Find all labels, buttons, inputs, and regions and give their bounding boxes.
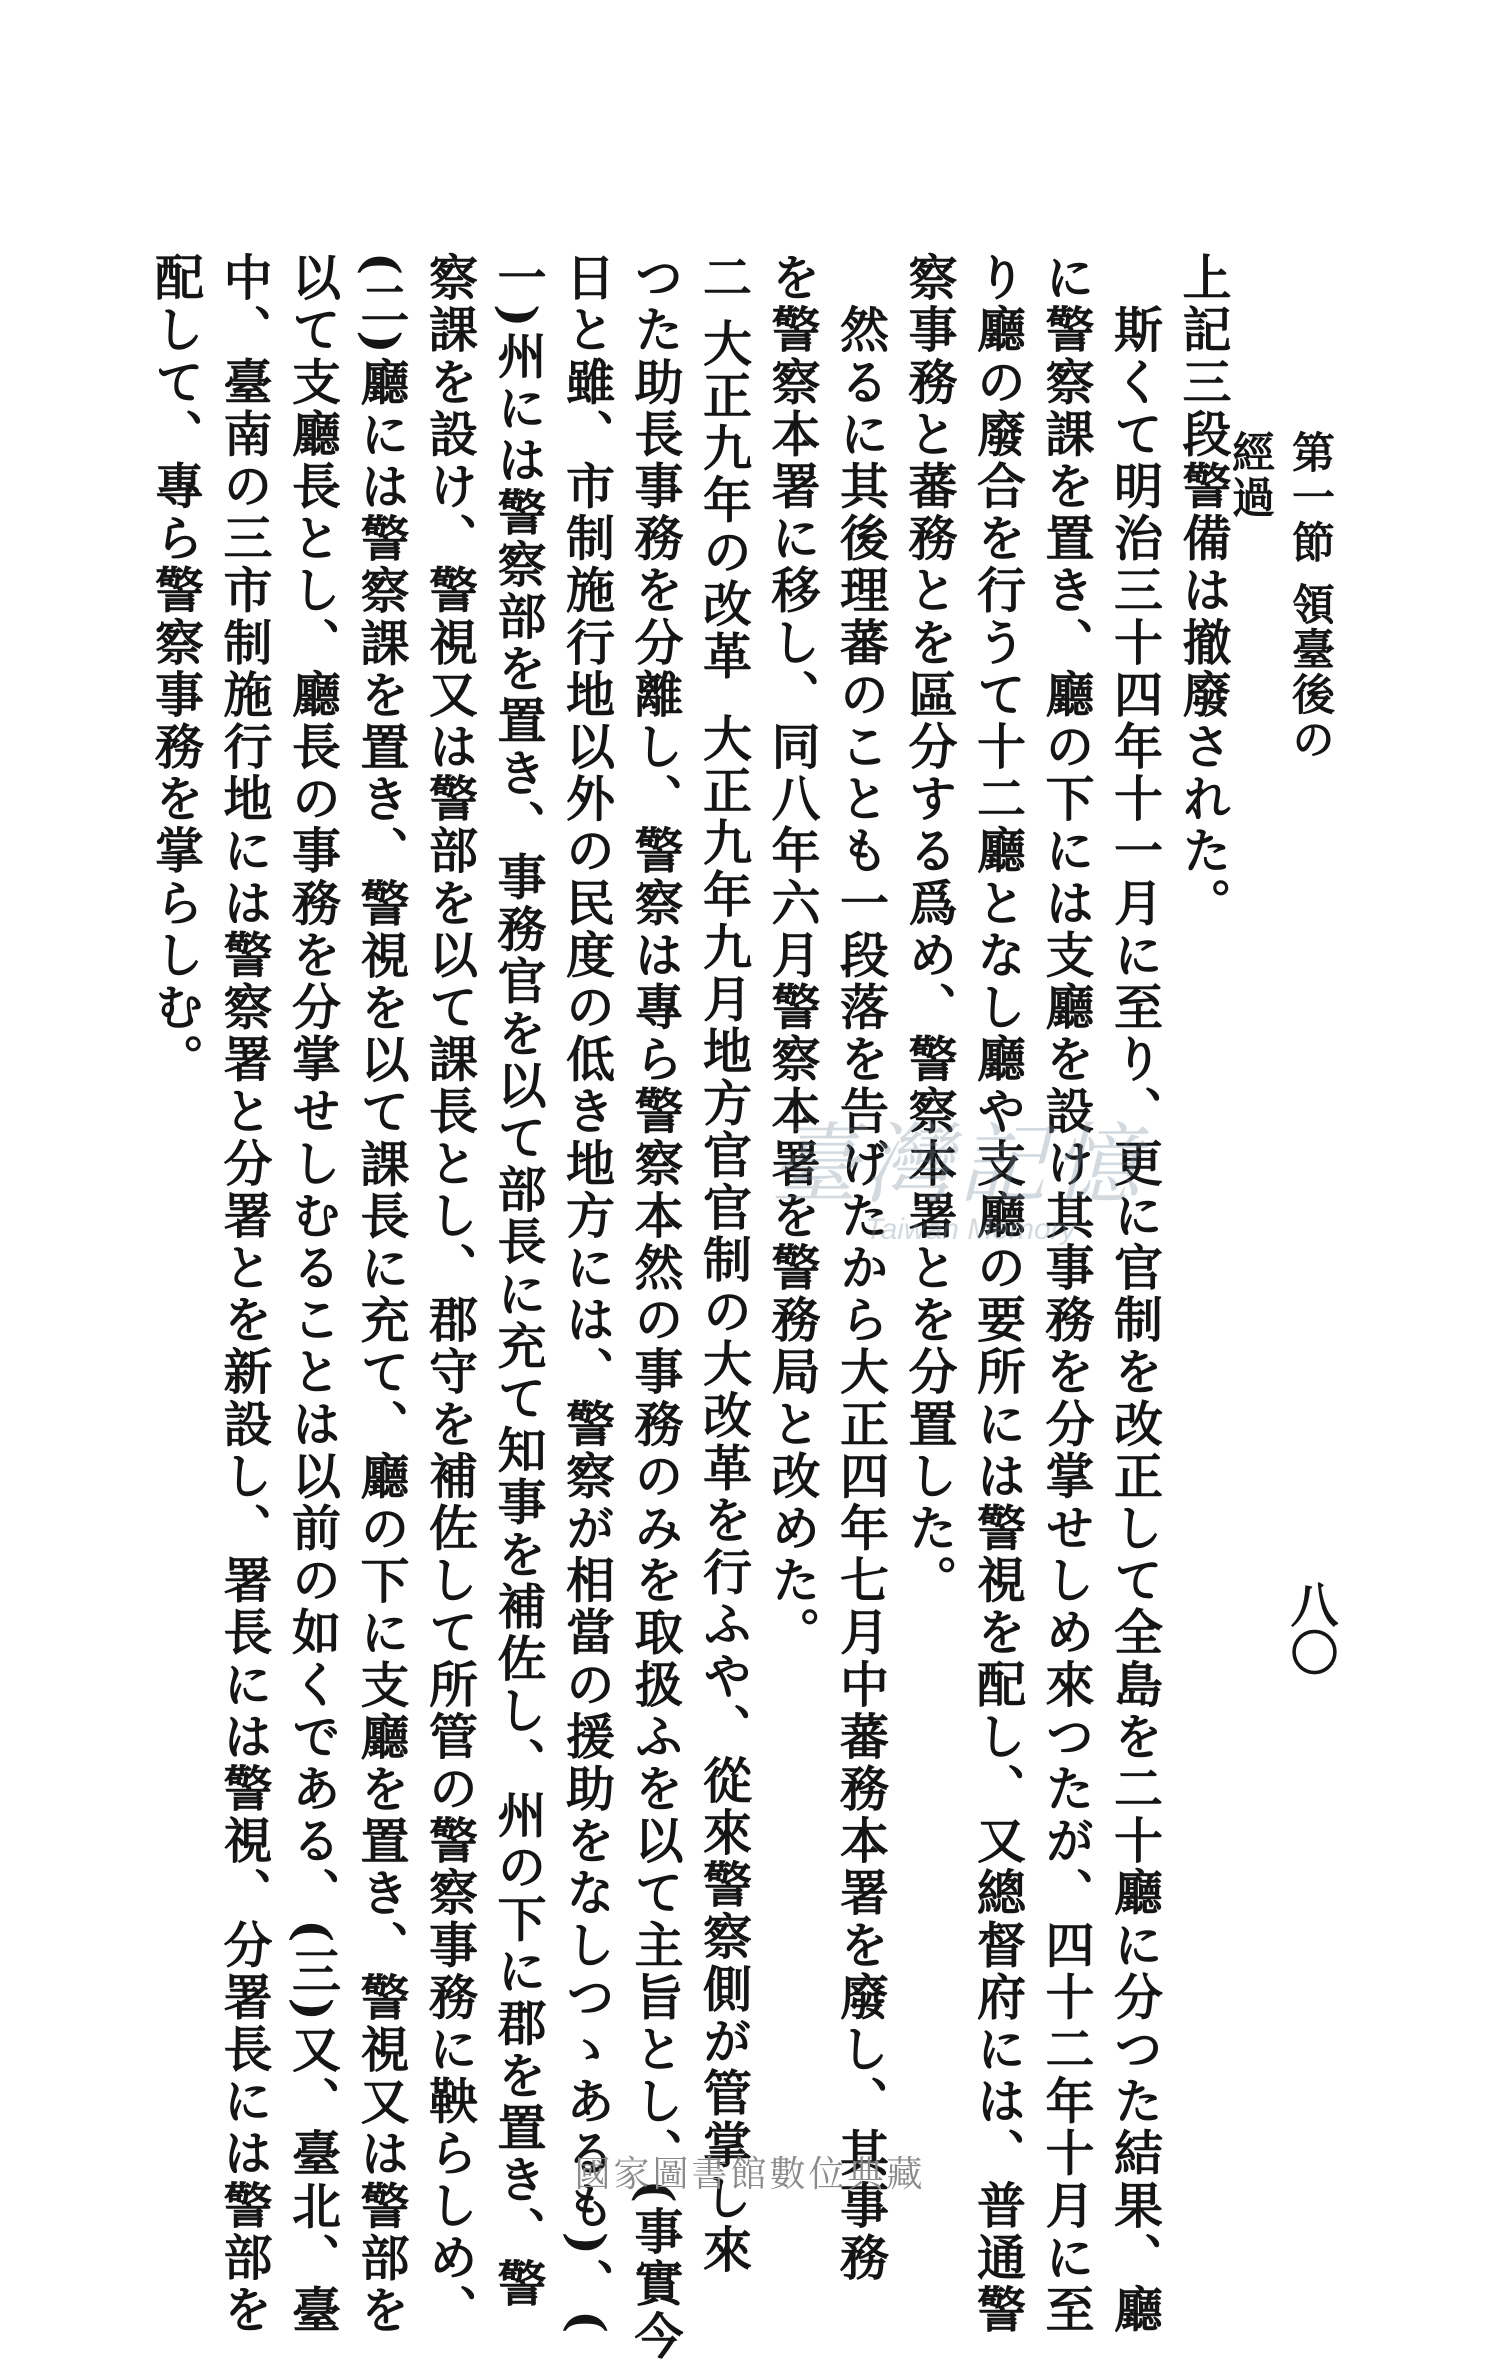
text-line: 斯くて明治三十四年十一月に至り、更に官制を改正して全島を二十廳に分つた結果、廳 [1106,252,1165,2336]
text-line: を警察本署に移し、同八年六月警察本署を警務局と改めた。 [764,252,822,1659]
running-header: 第一節 領臺後の經過 [1225,430,1335,762]
text-line: 以て支廳長とし、廳長の事務を分掌せしむることは以前の如くである、(三)又、臺北、臺 [284,252,343,2337]
text-line: 上記三段警備は撤廢された。 [1175,252,1233,930]
section-first-line: 大正九年九月地方官官制の大改革を行ふや、從來警察側が管掌し來 [695,712,754,2276]
footer-credit: 國家圖書館數位典藏 [574,2154,926,2195]
section-title: 大正九年の改革 [695,318,754,683]
text-line: 日と雖、市制施行地以外の民度の低き地方には、警察が相當の援助をなしつゝあるも)、( [558,252,617,2337]
section-heading-line [690,252,759,2276]
text-line: つた助長事務を分離し、警察は專ら警察本然の事務のみを取扱ふを以て主旨とし、(事實今 [627,252,685,2362]
text-line: 察課を設け、警視又は警部を以て課長とし、郡守を補佐して所管の警察事務に鞅らしめ、 [421,252,480,2336]
section-number: 二 [695,252,754,305]
text-line: 中、臺南の三市制施行地には警察署と分署とを新設し、署長には警視、分署長には警部を [216,252,274,2336]
page-number: 八〇 [1282,1580,1338,1676]
text-line: 配して、專ら警察事務を掌らしむ。 [147,252,206,1086]
text-line: 察事務と蕃務とを區分する爲め、警察本署とを分置した。 [901,252,959,1607]
text-line: り廳の廢合を行うて十二廳となし廳や支廳の要所には警視を配し、又總督府には、普通警 [969,252,1028,2336]
text-line: に警察課を置き、廳の下には支廳を設け其事務を分掌せしめ來つたが、四十二年十月に至 [1038,252,1096,2336]
watermark-logo: 臺灣記憶 [770,1113,1147,1216]
text-line: 然るに其後理蕃のことも一段落を告げたから大正四年七月中蕃務本署を廢し、其事務 [832,252,891,2284]
watermark-subtitle: Taiwan Memory [865,1213,1076,1246]
text-line: (二)廳には警察課を置き、警視を以て課長に充て、廳の下に支廳を置き、警視又は警部を [353,252,411,2337]
text-line: 一)州には警察部を置き、事務官を以て部長に充て知事を補佐し、州の下に郡を置き、警 [490,252,548,2311]
